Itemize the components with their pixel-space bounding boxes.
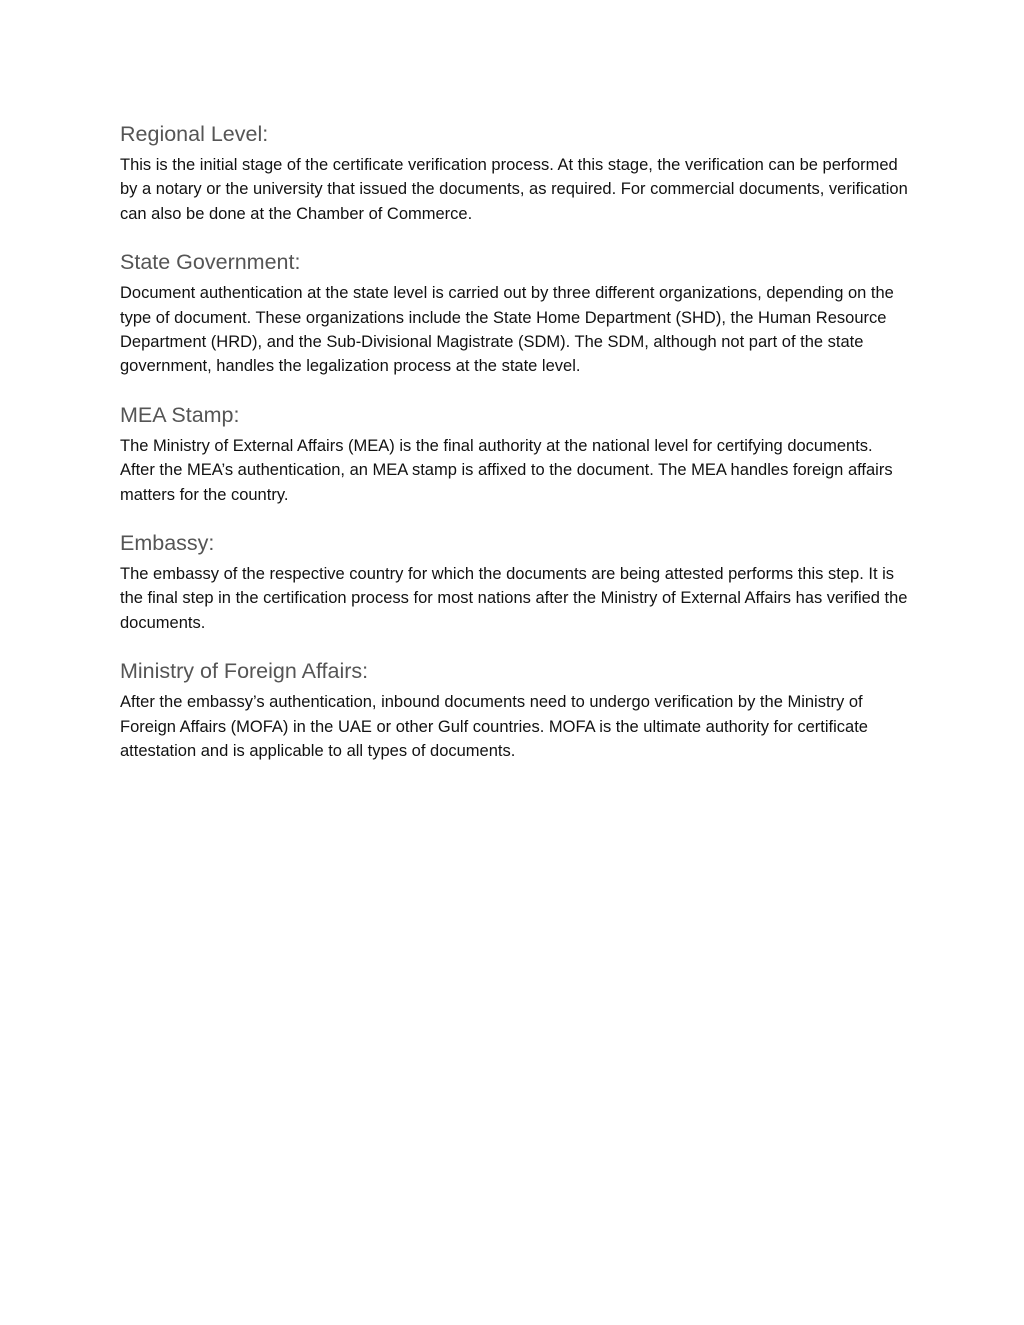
section-ministry-of-foreign-affairs — [120, 655, 910, 763]
section-regional-level — [120, 118, 910, 226]
section-heading: Ministry of Foreign Affairs: — [120, 659, 369, 684]
section-paragraph: Document authentication at the state level is carried out by three different organizations, depending on the type of document. These organizations include the State Home Department (SHD), the Human Resource Department (HRD), and the Sub-Divisional Magistrate (SDM). The SDM, although not part of the state government, handles the legalization process at the state level. — [120, 284, 894, 376]
section-state-government — [120, 246, 910, 379]
section-heading: Regional Level: — [120, 122, 269, 146]
section-paragraph: This is the initial stage of the certificate verification process. At this stage, the verification can be performed by a notary or the university that issued the documents, as required. For commercial documents, verification can also be done at the Chamber of Commerce. — [120, 156, 908, 223]
section-heading: State Government: — [120, 250, 301, 275]
section-heading: MEA Stamp: — [120, 402, 240, 427]
section-paragraph: The Ministry of External Affairs (MEA) is the final authority at the national level for certifying documents. After the MEA’s authentication, an MEA stamp is affixed to the document. The MEA handles foreign affairs matters for the country. — [120, 436, 893, 504]
section-paragraph: The embassy of the respective country for which the documents are being attested performs this step. It is the final step in the certification process for most nations after the Ministry of External Affairs has verified the documents. — [120, 565, 908, 632]
section-mea-stamp — [120, 399, 910, 507]
document-content — [120, 118, 910, 784]
section-heading: Embassy: — [120, 531, 215, 556]
section-paragraph: After the embassy’s authentication, inbound documents need to undergo verification by the Ministry of Foreign Affairs (MOFA) in the UAE or other Gulf countries. MOFA is the ultimate authority for certificate attestation and is applicable to all types of documents. — [120, 693, 868, 761]
section-embassy — [120, 527, 910, 635]
